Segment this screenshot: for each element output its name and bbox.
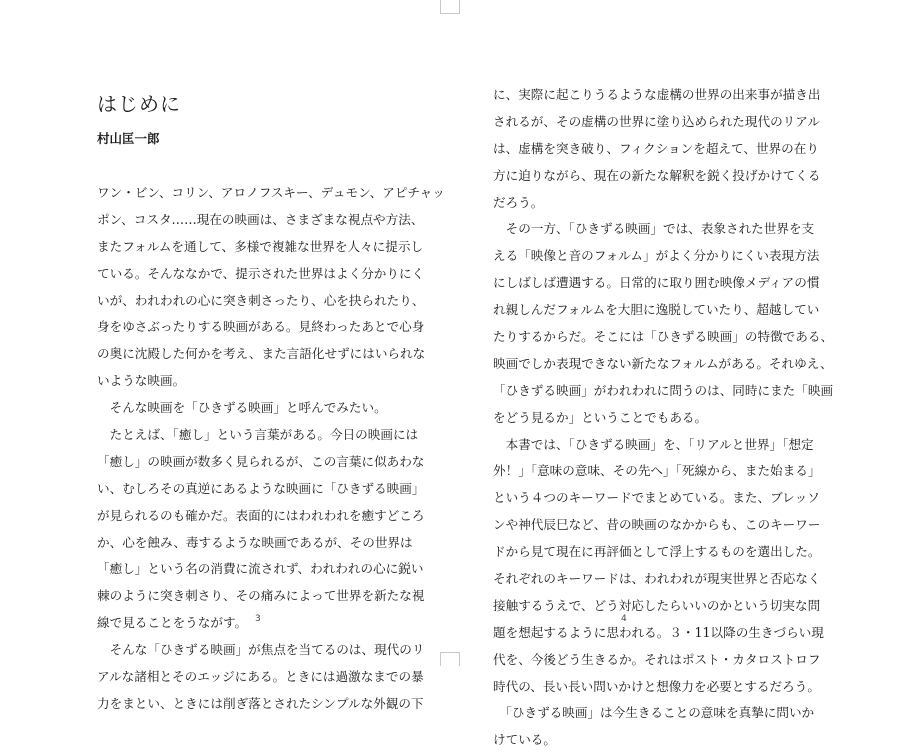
crop-mark (440, 0, 441, 14)
text-line: たとえば、「癒し」という言葉がある。今日の映画には (97, 427, 419, 443)
text-line: 時代の、長い長い問いかけと想像力を必要とするだろう。 (493, 678, 820, 694)
text-line: える「映像と音のフォルム」がよく分かりにくい表現方法 (493, 248, 820, 264)
text-line: いが、われわれの心に突き刺さったり、心を抉られたり、 (97, 292, 425, 308)
body-text (97, 180, 445, 718)
text-line: 代を、今後どう生きるか。それはポスト・カタロストロフ (493, 651, 821, 667)
text-line: 線で見ることをうながす。 (97, 615, 248, 631)
text-line: そんな映画を「ひきずる映画」と呼んでみたい。 (97, 400, 387, 416)
text-line: 外！」「意味の意味、その先へ」「死線から、また始まる」 (493, 463, 821, 479)
crop-mark (440, 652, 441, 666)
text-line: 「ひきずる映画」がわれわれに問うのは、同時にまた「映画 (493, 382, 834, 398)
text-line: それぞれのキーワードは、われわれが現実世界と否応なく (493, 571, 821, 587)
text-line: ンや神代辰巳など、昔の映画のなかからも、このキーワー (493, 517, 821, 533)
text-line: けている。 (493, 732, 556, 748)
text-line: だろう。 (493, 194, 544, 210)
text-line: をどう見るか」ということでもある。 (493, 409, 708, 425)
page-title: はじめに (97, 92, 181, 116)
body-text (493, 82, 834, 754)
crop-mark (459, 0, 460, 14)
text-line: 身をゆさぶったりする映画がある。見終わったあとで心身 (97, 319, 425, 335)
text-line: 映画でしか表現できない新たなフォルムがある。それゆえ、 (493, 355, 833, 371)
text-line: れ親しんだフォルムを大胆に逸脱していたり、超越してい (493, 302, 820, 318)
text-line: 接触するうえで、どう対応したらいいのかという切実な問 (493, 597, 821, 613)
text-line: に、実際に起こりうるような虚構の世界の出来事が描き出 (493, 87, 821, 102)
crop-mark (441, 13, 450, 14)
text-line: は、虚構を突き破り、フィクションを超えて、世界の在り (493, 140, 819, 156)
crop-mark (441, 652, 450, 653)
text-line: その一方、「ひきずる映画」では、表象された世界を支 (493, 221, 815, 237)
text-line: が見られるのも確かだ。表面的にはわれわれを癒すどころ (97, 507, 425, 523)
text-line: たりするからだ。そこには「ひきずる映画」の特徴である、 (493, 329, 834, 345)
text-line: 「癒し」の映画が数多く見られるが、この言葉に似あわな (97, 453, 425, 469)
text-line: 方に迫りながら、現在の新たな解釈を鋭く投げかけてくる (493, 167, 821, 183)
text-line: されるが、その虚構の世界に塗り込められた現代のリアル (493, 113, 820, 129)
text-line: ワン・ビン、コリン、アロノフスキー、デュモン、アピチャッ (97, 185, 445, 200)
text-line: 題を想起するように思われる。３・11以降の生きづらい現 (493, 624, 824, 640)
text-line: い、むしろその真逆にあるような映画に「ひきずる映画」 (97, 480, 425, 496)
text-line: 「ひきずる映画」は今生きることの意味を真摯に問いか (493, 705, 815, 721)
crop-mark (459, 652, 460, 666)
text-line: そんな「ひきずる映画」が焦点を当てるのは、現代のリ (97, 642, 425, 658)
crop-mark (450, 652, 459, 653)
author-name: 村山匡一郎 (97, 131, 160, 146)
text-line: ポン、コスタ……現在の映画は、さまざまな視点や方法、 (97, 211, 424, 227)
right-page (450, 0, 900, 748)
text-line: 「癒し」という名の消費に流されず、われわれの心に鋭い (97, 561, 424, 577)
text-line: の奥に沈殿した何かを考え、また言語化せずにはいられな (97, 346, 426, 362)
text-line: アルな諸相とそのエッジにある。ときには過激なまでの暴 (97, 669, 424, 685)
text-line: か、心を蝕み、毒するような映画であるが、その世界は (97, 534, 413, 550)
page-number: 3 (255, 614, 261, 624)
text-line: またフォルムを通して、多様で複雑な世界を人々に提示し (97, 238, 424, 254)
text-line: という４つのキーワードでまとめている。また、ブレッソ (493, 490, 820, 506)
text-line: にしばしば遭遇する。日常的に取り囲む映像メディアの慣 (493, 275, 820, 291)
text-line: 本書では、「ひきずる映画」を、「リアルと世界」「想定 (493, 436, 814, 452)
left-page (0, 0, 450, 711)
text-line: 棘のように突き刺さり、その痛みによって世界を新たな視 (97, 588, 425, 604)
text-line: 力をまとい、ときには削ぎ落とされたシンプルな外観の下 (97, 695, 424, 711)
text-line: いような映画。 (97, 373, 186, 389)
text-line: ている。そんななかで、提示された世界はよく分かりにく (97, 265, 425, 281)
crop-mark (450, 13, 459, 14)
text-line: ドから見て現在に再評価として浮上するものを選出した。 (493, 544, 821, 560)
page-number: 4 (621, 614, 627, 624)
